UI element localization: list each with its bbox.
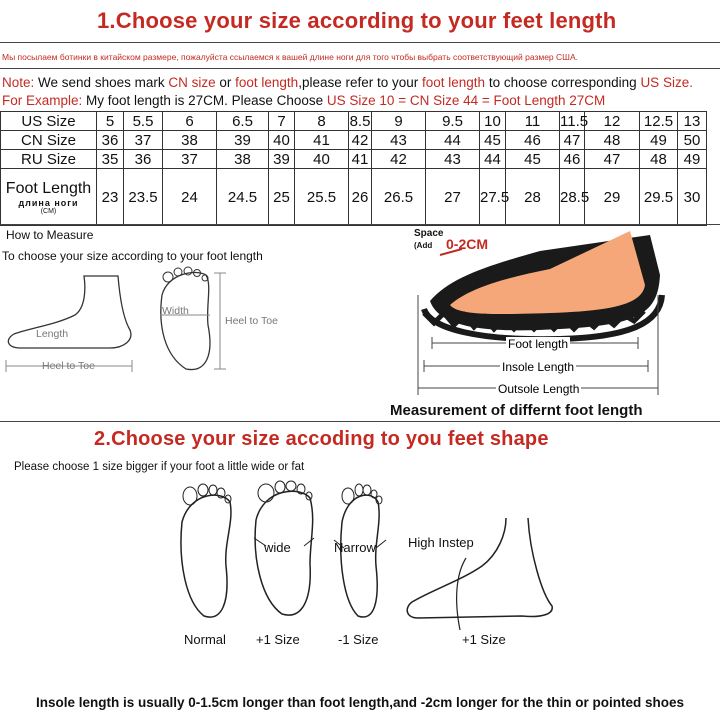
measure-caption: Measurement of differnt foot length	[390, 402, 643, 419]
table-cell: 26	[349, 169, 372, 226]
narrow-caption: -1 Size	[338, 632, 379, 647]
table-cell: 43	[426, 150, 480, 169]
table-cell: 50	[678, 131, 707, 150]
table-cell: 45	[480, 131, 506, 150]
row-label: US Size	[1, 112, 97, 131]
normal-caption: Normal	[184, 632, 226, 647]
row-label: CN Size	[1, 131, 97, 150]
note-us-size: US Size.	[640, 75, 693, 90]
section1-title: 1.Choose your size according to your feet length	[97, 8, 617, 33]
table-cell: 38	[217, 150, 269, 169]
note-text: ,please refer to your	[298, 75, 423, 90]
table-cell: 11.5	[560, 112, 589, 130]
table-cell: 28.5	[560, 169, 585, 226]
table-cell: 8.5	[349, 112, 371, 130]
table-cell: 37	[124, 131, 163, 150]
table-cell: 43	[372, 131, 426, 150]
table-cell: 25	[269, 169, 295, 226]
normal-foot-outline	[176, 482, 238, 622]
narrow-label: Narrow	[334, 540, 376, 555]
table-cell: 49	[640, 131, 678, 150]
foot-length-unit: (CM)	[40, 207, 57, 215]
divider	[0, 68, 720, 69]
table-cell: 37	[163, 150, 217, 169]
table-cell: 36	[97, 131, 124, 150]
table-cell: 26.5	[372, 169, 426, 226]
table-cell: 6	[163, 112, 217, 131]
space-add-label: (Add	[414, 241, 433, 250]
table-cell: 28	[506, 169, 560, 226]
table-cell: 49	[678, 150, 707, 169]
table-cell: 7	[269, 112, 295, 131]
note-text: We send shoes mark	[34, 75, 169, 90]
table-cell: 40	[295, 150, 349, 169]
section2-instruction: Please choose 1 size bigger if your foot a little wide or fat	[14, 461, 305, 473]
space-label: Space	[414, 228, 444, 239]
note-line	[2, 75, 693, 90]
measure-heading: How to Measure	[6, 228, 94, 242]
outsole-length-label: Outsole Length	[498, 382, 580, 396]
note-foot-length: foot length	[235, 75, 299, 90]
table-cell: 41	[349, 150, 372, 169]
row-label: RU Size	[1, 150, 97, 169]
table-cell: 13	[678, 112, 707, 131]
heel-to-toe-label: Heel to Toe	[225, 315, 278, 327]
note-russian: Мы посылаем ботинки в китайском размере, пожалуйста ссылаемся к вашей длине ноги для того чтобы выбрать соответствующий размер США.	[2, 52, 578, 62]
table-cell: 44	[480, 150, 506, 169]
table-cell: 9	[372, 112, 426, 131]
note-text: to choose corresponding	[485, 75, 641, 90]
size-table	[0, 111, 707, 226]
row-label	[1, 169, 97, 226]
table-cell: 9.5	[426, 112, 480, 131]
table-cell: 11	[506, 112, 560, 131]
example-text: My foot length is 27CM. Please Choose	[82, 93, 327, 108]
measure-instruction: To choose your size according to your foot length	[2, 249, 263, 263]
table-row	[1, 150, 707, 169]
example-sizes: US Size 10 = CN Size 44 = Foot Length 27CM	[326, 93, 606, 108]
note-cn-size: CN size	[168, 75, 216, 90]
table-cell: 39	[217, 131, 269, 150]
table-cell: 47	[560, 131, 585, 150]
table-cell: 44	[426, 131, 480, 150]
space-value: 0-2CM	[446, 236, 489, 252]
note-foot-length: foot length	[422, 75, 486, 90]
table-cell: 47	[585, 150, 640, 169]
table-cell: 5	[97, 112, 124, 131]
table-cell: 40	[269, 131, 295, 150]
length-label: Length	[36, 328, 69, 340]
section2-title: 2.Choose your size accoding to you feet shape	[94, 428, 549, 450]
table-cell: 39	[269, 150, 295, 169]
high-instep-label: High Instep	[408, 535, 474, 550]
wide-caption: +1 Size	[256, 632, 300, 647]
width-label: Width	[162, 305, 189, 317]
table-cell: 12	[585, 112, 640, 131]
table-row	[1, 112, 707, 131]
table-cell: 48	[640, 150, 678, 169]
table-cell: 46	[560, 150, 585, 169]
table-cell: 27.5	[480, 169, 506, 226]
example-line	[2, 93, 605, 108]
note-text: or	[215, 75, 236, 90]
table-cell: 36	[124, 150, 163, 169]
table-cell: 35	[97, 150, 124, 169]
table-cell: 46	[506, 131, 560, 150]
divider	[0, 42, 720, 43]
table-cell: 23	[97, 169, 124, 226]
foot-length-label: Foot Length	[5, 179, 92, 197]
table-cell: 42	[372, 150, 426, 169]
heel-to-toe-label: Heel to Toe	[42, 360, 95, 372]
table-cell: 27	[426, 169, 480, 226]
table-row	[1, 169, 707, 226]
table-cell: 24	[163, 169, 217, 226]
table-cell: 24.5	[217, 169, 269, 226]
table-cell: 23.5	[124, 169, 163, 226]
table-cell: 41	[295, 131, 349, 150]
table-cell: 25.5	[295, 169, 349, 226]
table-cell: 48	[585, 131, 640, 150]
table-row	[1, 131, 707, 150]
table-cell: 29	[585, 169, 640, 226]
table-cell: 42	[349, 131, 372, 150]
footer-note: Insole length is usually 0-1.5cm longer than foot length,and -2cm longer for the thin or pointed shoes	[36, 695, 685, 710]
foot-length-label: Foot length	[508, 337, 569, 351]
table-cell: 30	[678, 169, 707, 226]
table-cell: 12.5	[640, 112, 678, 131]
table-cell: 5.5	[124, 112, 163, 131]
instep-caption: +1 Size	[462, 632, 506, 647]
divider	[0, 421, 720, 422]
foot-length-sublabel: длина ноги	[18, 197, 79, 208]
example-prefix: For Example:	[2, 93, 83, 108]
table-cell: 10	[480, 112, 506, 131]
note-prefix: Note:	[2, 75, 35, 90]
insole-length-label: Insole Length	[502, 360, 575, 374]
table-cell: 8	[295, 112, 349, 131]
table-cell: 45	[506, 150, 560, 169]
wide-label: wide	[264, 540, 291, 555]
table-cell: 6.5	[217, 112, 269, 131]
table-cell: 29.5	[640, 169, 678, 226]
high-instep-foot-outline	[402, 514, 558, 632]
table-cell: 38	[163, 131, 217, 150]
